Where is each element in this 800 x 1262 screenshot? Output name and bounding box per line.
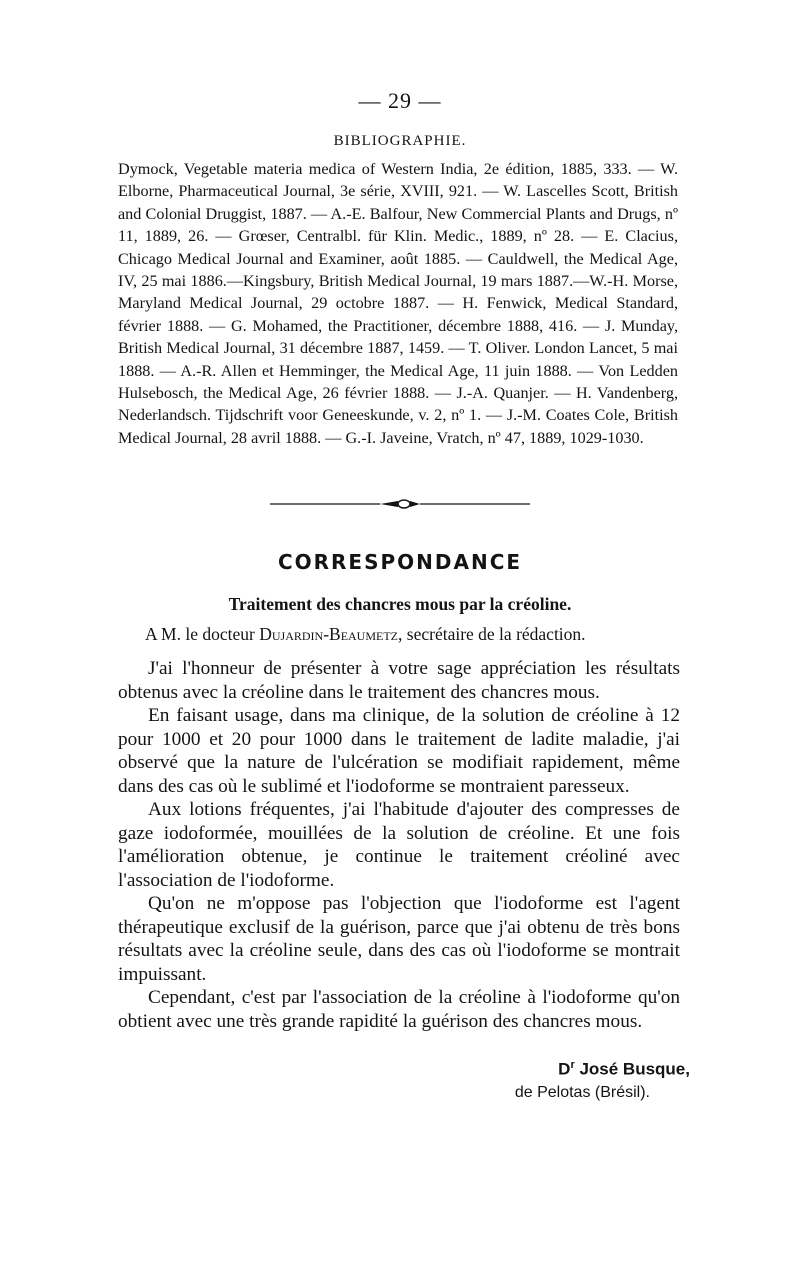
paragraph: Cependant, c'est par l'association de la créoline à l'iodoforme qu'on obtient avec une très grande rapidité la guérison des chancres mous. bbox=[118, 987, 680, 1032]
letter-body bbox=[118, 657, 680, 1033]
paragraph: Aux lotions fréquentes, j'ai l'habitude d'ajouter des compresses de gaze iodoformée, mouillées de la solution de créoline. Et une fois l'amélioration obtenue, je continue le traitement créoliné avec l'association de l'iodoforme. bbox=[118, 799, 680, 891]
signature-title: D bbox=[558, 1059, 571, 1079]
salutation-name: Dujardin-Beaumetz bbox=[259, 624, 399, 644]
paragraph: J'ai l'honneur de présenter à votre sage appréciation les résultats obtenus avec la créoline dans le traitement des chancres mous. bbox=[118, 658, 680, 703]
ornament-divider bbox=[270, 494, 530, 514]
signature-name-line bbox=[470, 1054, 690, 1081]
signature-name: José Busque, bbox=[579, 1059, 690, 1079]
signature-block bbox=[470, 1054, 690, 1104]
bibliography-heading: BIBLIOGRAPHIE. bbox=[333, 133, 467, 149]
article-title: Traitement des chancres mous par la créoline. bbox=[228, 594, 572, 614]
signature-place: de Pelotas (Brésil). bbox=[514, 1083, 650, 1101]
page-number: — 29 — bbox=[358, 88, 442, 113]
salutation bbox=[145, 624, 685, 645]
section-title: CORRESPONDANCE bbox=[277, 550, 523, 574]
salutation-suffix: , secrétaire de la rédaction. bbox=[398, 624, 586, 644]
signature-title-sup: r bbox=[570, 1059, 575, 1071]
salutation-prefix: A M. le docteur bbox=[145, 624, 255, 644]
paragraph: En faisant usage, dans ma clinique, de la solution de créoline à 12 pour 1000 et 20 pour 1000 dans le traitement de ladite maladie, j'ai observé que la nature de l'ulcération se modifiait rapidement, même dans des cas où le sublimé et l'iodoforme se montraient paresseux. bbox=[118, 705, 680, 797]
bibliography-text: Dymock, Vegetable materia medica of Western India, 2e édition, 1885, 333. — W. Elborne, Pharmaceutical Journal, 3e série, XVIII, 921. — W. Lascelles Scott, British and Colonial Druggist, 1887. — A.-E. Balfour, New Commercial Plants and Drugs, nº 11, 1889, 26. — Grœser, Centralbl. für Klin. Medic., 1889, nº 28. — E. Clacius, Chicago Medical Journal and Examiner, août 1885. — Cauldwell, the Medical Age, IV, 25 mai 1886.—Kingsbury, British Medical Journal, 19 mars 1887.—W.-H. Morse, Maryland Medical Journal, 29 octobre 1887. — H. Fenwick, Medical Standard, février 1888. — G. Mohamed, the Practitioner, décembre 1888, 416. — J. Munday, British Medical Journal, 31 décembre 1887, 1459. — T. Oliver. London Lancet, 5 mai 1888. — A.-R. Allen et Hemminger, the Medical Age, 11 juin 1888. — Von Ledden Hulsebosch, the Medical Age, 26 février 1888. — J.-A. Quanjer. — H. Vandenberg, Nederlandsch. Tijdschrift voor Geneeskunde, v. 2, nº 1. — J.-M. Coates Cole, British Medical Journal, 28 avril 1888. — G.-I. Javeine, Vratch, nº 47, 1889, 1029-1030. bbox=[118, 160, 678, 447]
paragraph: Qu'on ne m'oppose pas l'objection que l'iodoforme est l'agent thérapeutique exclusif de la guérison, parce que j'ai obtenu de très bons résultats avec la créoline seule, dans des cas où l'iodoforme se montrait impuissant. bbox=[118, 893, 680, 985]
